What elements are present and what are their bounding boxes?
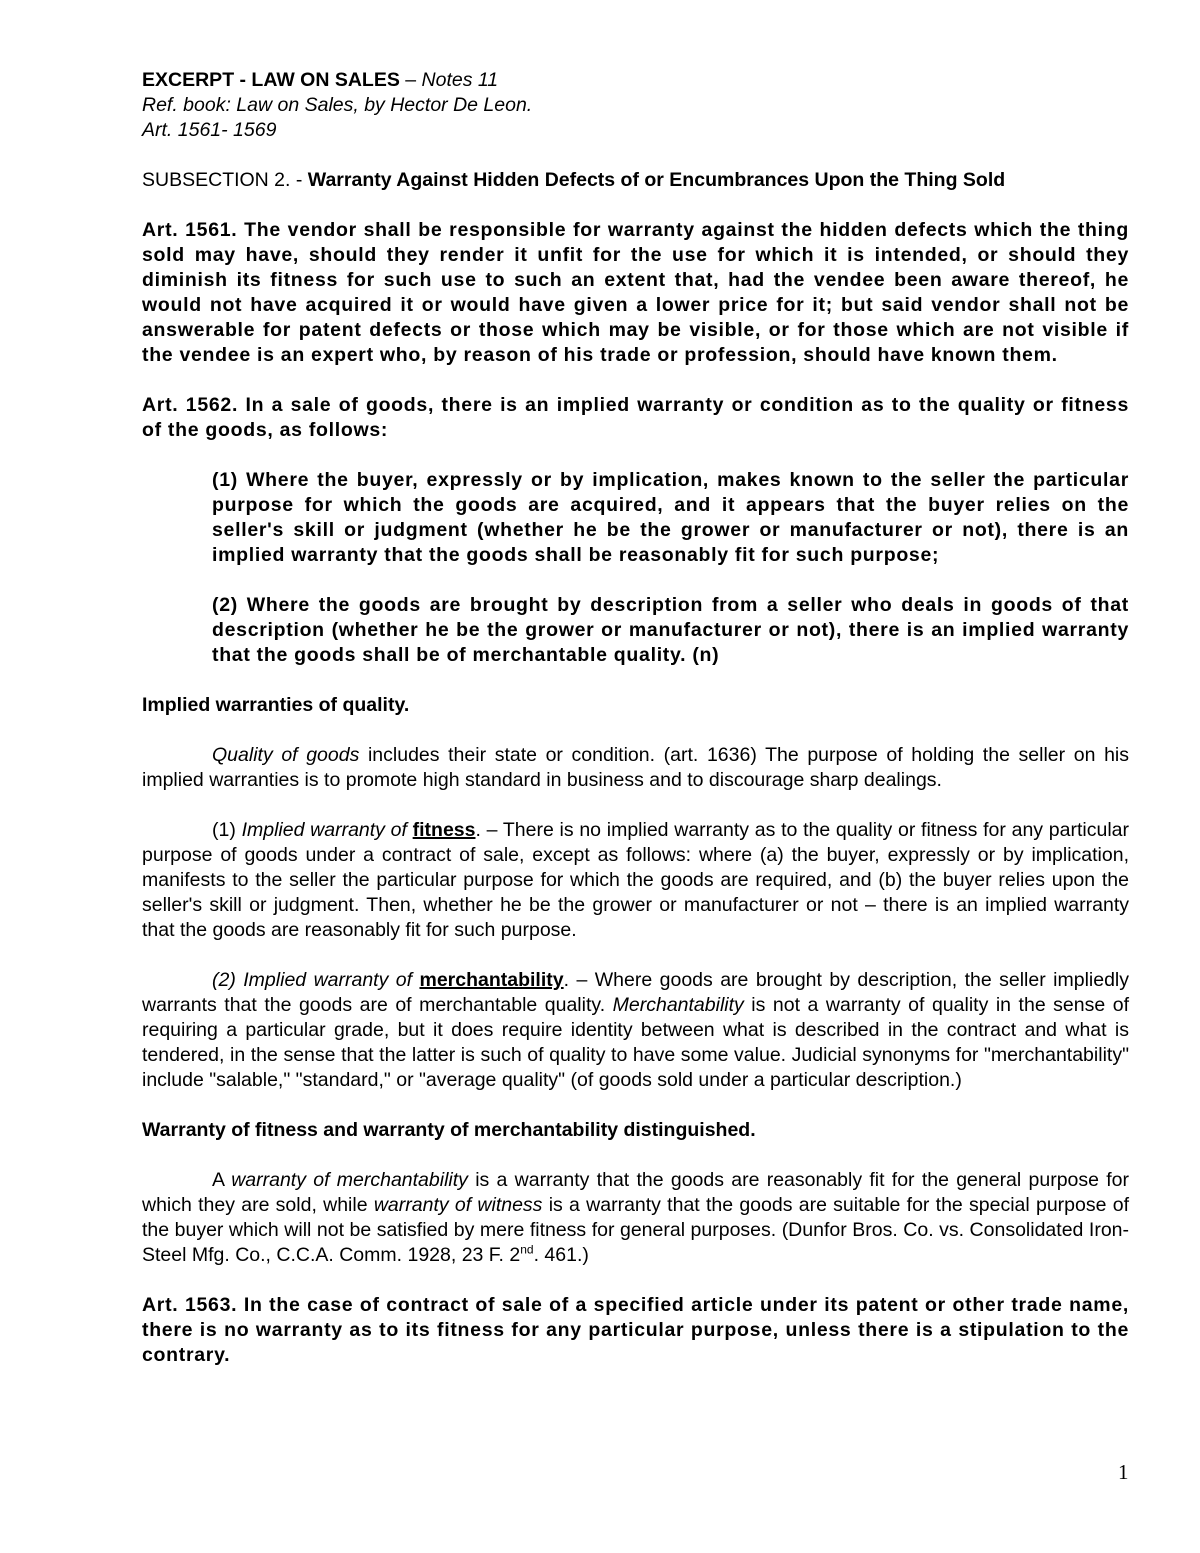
distinguished-paragraph: A warranty of merchantability is a warranty that the goods are reasonably fit for the general purpose for which they are sold, while warranty of witness is a warranty that the goods are suitable for the special purpose of the buyer which will not be satisfied by mere fitness for general purposes. (Dunfor Bros. Co. vs. Consolidated Iron-Steel Mfg. Co., C.C.A. Comm. 1928, 23 F. 2nd. 461.) (142, 1169, 1129, 1266)
merchantability-paragraph: (2) Implied warranty of merchantability. – Where goods are brought by description, the seller impliedly warrants that the goods are of merchantable quality. Merchantability is not a warranty of quality in the sense of requiring a particular grade, but it does require identity between what is described in the contract and what is tendered, in the sense that the latter is such of quality to have some value. Judicial synonyms for "merchantability" include "salable," "standard," or "average quality" (of goods sold under a particular description.) (142, 969, 1130, 1091)
reference-book: Ref. book: Law on Sales, by Hector De Leon. (142, 94, 533, 116)
article-1562-item-2: (2) Where the goods are brought by description from a seller who deals in goods of that description (whether he be the grower or manufacturer or not), there is an implied warranty that the goods shall be of merchantable quality. (n) (212, 594, 1129, 666)
merchantability-keyword: merchantability (419, 969, 564, 991)
subsection-heading (142, 168, 1129, 193)
title-text: EXCERPT - LAW ON SALES (142, 69, 400, 91)
document-page (142, 68, 1129, 1368)
title-dash: – (399, 69, 422, 91)
quality-of-goods-paragraph: Quality of goods includes their state or condition. (art. 1636) The purpose of holding the seller on his implied warranties is to promote high standard in business and to discourage sharp dealings. (142, 744, 1129, 791)
implied-warranties-heading: Implied warranties of quality. (142, 694, 410, 716)
subsection-title: Warranty Against Hidden Defects of or Encumbrances Upon the Thing Sold (307, 169, 1006, 191)
document-title (142, 68, 1129, 93)
article-1563: Art. 1563. In the case of contract of sale of a specified article under its patent or other trade name, there is no warranty as to its fitness for any particular purpose, unless there is a stipulation to the contrary. (142, 1294, 1129, 1366)
article-1562-item-1: (1) Where the buyer, expressly or by implication, makes known to the seller the particular purpose for which the goods are acquired, and it appears that the buyer relies on the seller's skill or judgment (whether he be the grower or manufacturer or not), there is an implied warranty that the goods shall be reasonably fit for such purpose; (212, 469, 1129, 566)
article-range: Art. 1561- 1569 (142, 119, 277, 141)
distinguished-heading: Warranty of fitness and warranty of merchantability distinguished. (142, 1119, 756, 1141)
page-number: 1 (1118, 1460, 1129, 1484)
subsection-prefix: SUBSECTION 2. - (142, 169, 308, 191)
article-1561: Art. 1561. The vendor shall be responsible for warranty against the hidden defects which the thing sold may have, should they render it unfit for the use for which it is intended, or should they diminish its fitness for such use to such an extent that, had the vendee been aware thereof, he would not have acquired it or would have given a lower price for it; but said vendor shall not be answerable for patent defects or those which may be visible, or for those which are not visible if the vendee is an expert who, by reason of his trade or profession, should have known them. (142, 219, 1129, 366)
fitness-keyword: fitness (412, 819, 476, 841)
fitness-paragraph: (1) Implied warranty of fitness. – There is no implied warranty as to the quality or fitness for any particular purpose of goods under a contract of sale, except as follows: where (a) the buyer, expressly or by implication, manifests to the seller the particular purpose for which the goods are required, and (b) the buyer relies upon the seller's skill or judgment. Then, whether he be the grower or manufacturer or not – there is an implied warranty that the goods are reasonably fit for such purpose. (142, 819, 1129, 941)
notes-label: Notes 11 (421, 69, 499, 91)
article-1562: Art. 1562. In a sale of goods, there is an implied warranty or condition as to the quality or fitness of the goods, as follows: (142, 394, 1129, 441)
